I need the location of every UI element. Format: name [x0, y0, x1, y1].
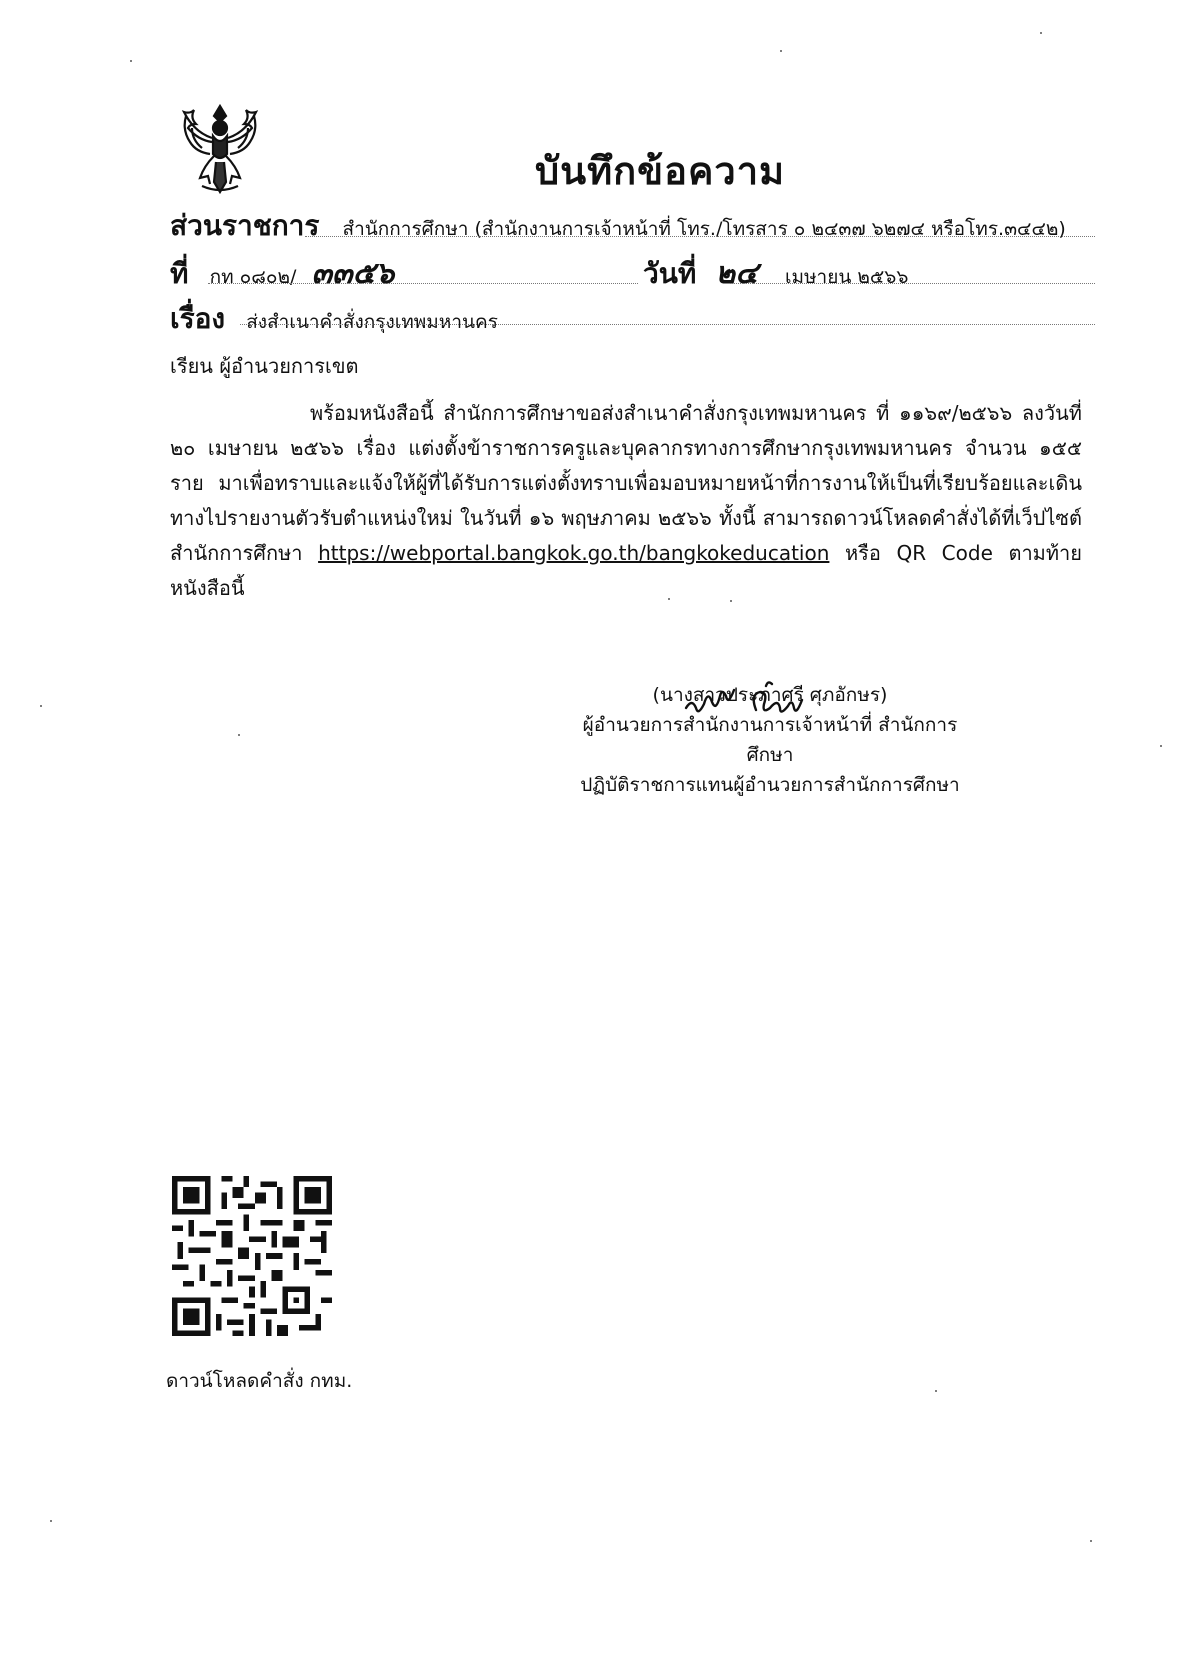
scan-speck — [50, 1520, 52, 1522]
scan-speck — [1090, 1540, 1092, 1542]
agency-dotline — [305, 236, 1095, 237]
body-text-main: พร้อมหนังสือนี้ สำนักการศึกษาขอส่งสำเนาคำสั่งกรุงเทพมหานคร ที่ ๑๑๖๙/๒๕๖๖ ลงวันที่ ๒๐ เมษายน ๒๕๖๖ เรื่อง แต่งตั้งข้าราชการครูและบุคลากรทางการศึกษากรุงเทพมหานคร จำนวน ๑๕๕ ราย มาเพื่อทราบและแจ้งให้ผู้ที่ได้รับการแต่งตั้งทราบเพื่อมอบหมายหน้าที่การงานให้เป็นที่เรียบร้อยและเดินทางไปรายงานตัวรับตำแหน่งใหม่ ในวันที่ ๑๖ พฤษภาคม ๒๕๖๖ ทั้งนี้ สามารถดาวน์โหลดคำสั่งได้ที่เว็ปไซต์สำนักการศึกษา — [170, 401, 1082, 565]
agency-value: สำนักการศึกษา (สำนักงานการเจ้าหน้าที่ โทร./โทรสาร ๐ ๒๔๓๗ ๖๒๗๔ หรือโทร.๓๔๔๒) — [342, 218, 1066, 240]
scan-speck — [1040, 32, 1042, 34]
agency-row — [170, 204, 1066, 248]
signature-block — [560, 680, 980, 800]
body-paragraph — [170, 396, 1082, 606]
date-label: วันที่ — [643, 257, 697, 290]
body-text-tail: หรือ QR Code ตามท้ายหนังสือนี้ — [170, 541, 1082, 600]
signatory-position: ผู้อำนวยการสำนักงานการเจ้าหน้าที่ สำนักการศึกษา — [582, 714, 958, 766]
date-row — [643, 250, 908, 297]
document-title: บันทึกข้อความ — [535, 149, 786, 193]
subject-label: เรื่อง — [170, 302, 226, 335]
scan-speck — [935, 1390, 937, 1392]
reference-dotline — [208, 283, 638, 284]
date-day-handwritten: ๒๔ — [715, 256, 758, 291]
reference-label: ที่ — [170, 257, 189, 290]
scan-speck — [1160, 745, 1162, 747]
scan-speck — [238, 734, 240, 736]
agency-label: ส่วนราชการ — [170, 209, 320, 242]
reference-value: กท ๐๘๐๒/ — [209, 266, 297, 288]
salutation: เรียน ผู้อำนวยการเขต — [170, 354, 359, 378]
subject-dotline — [240, 324, 1095, 325]
qr-caption: ดาวน์โหลดคำสั่ง กทม. — [166, 1370, 353, 1392]
signatory-acting-position: ปฏิบัติราชการแทนผู้อำนวยการสำนักการศึกษา — [580, 774, 960, 796]
date-value: เมษายน ๒๕๖๖ — [785, 266, 909, 288]
scan-speck — [780, 50, 782, 52]
subject-row — [170, 297, 498, 341]
qr-code-icon[interactable] — [172, 1176, 332, 1336]
reference-handwritten-number: ๓๓๕๖ — [311, 256, 395, 291]
scan-speck — [730, 600, 732, 602]
date-dotline — [730, 283, 1095, 284]
reference-row — [170, 250, 394, 297]
scan-speck — [40, 705, 42, 707]
education-website-link[interactable]: https://webportal.bangkok.go.th/bangkokeducation — [318, 541, 830, 565]
subject-value: ส่งสำเนาคำสั่งกรุงเทพมหานคร — [246, 311, 498, 333]
garuda-emblem-icon — [172, 98, 268, 198]
scan-speck — [668, 598, 670, 600]
signatory-name: (นางสาวประภาศรี ศุภอักษร) — [652, 684, 888, 706]
scan-speck — [130, 60, 132, 62]
